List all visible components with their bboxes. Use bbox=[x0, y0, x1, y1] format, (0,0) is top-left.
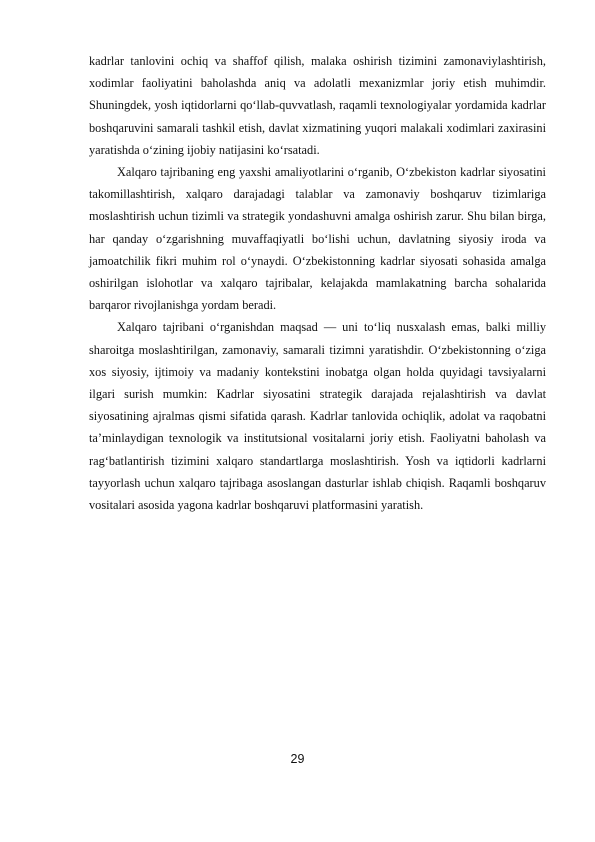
body-text bbox=[89, 50, 546, 516]
paragraph-recommendations: Xalqaro tajribani o‘rganishdan maqsad — uni to‘liq nusxalash emas, balki milliy sharoitga moslashtirilgan, zamonaviy, samarali tizimni yaratishdir. O‘zbekistonning o‘ziga xos siyosiy, ijtimoiy va madaniy kontekstini inobatga olgan holda quyidagi tavsiyalarni ilgari surish mumkin: Kadrlar siyosatini strategik darajada rejalashtirish va davlat siyosatining ajralmas qismi sifatida qarash. Kadrlar tanlovida ochiqlik, adolat va raqobatni ta’minlaydigan texnologik va institutsional vositalarni joriy etish. Faoliyatni baholash va rag‘batlantirish tizimini xalqaro standartlarga moslashtirish. Yosh va iqtidorli kadrlarni tayyorlash uchun xalqaro tajribaga asoslangan dasturlar ishlab chiqish. Raqamli boshqaruv vositalari asosida yagona kadrlar boshqaruvi platformasini yaratish. bbox=[89, 320, 546, 513]
paragraph-continuation: kadrlar tanlovini ochiq va shaffof qilish, malaka oshirish tizimini zamonaviylashtirish, xodimlar faoliyatini baholashda aniq va adolatli mexanizmlar joriy etish muhimdir. Shuningdek, yosh iqtidorlarni qo‘llab-quvvatlash, raqamli texnologiyalar yordamida kadrlar boshqaruvini samarali tashkil etish, davlat xizmatining yuqori malakali xodimlari zaxirasini yaratishda o‘zining ijobiy natijasini ko‘rsatadi. bbox=[89, 54, 546, 157]
page-number: 29 bbox=[290, 752, 305, 766]
paragraph-international-practice: Xalqaro tajribaning eng yaxshi amaliyotlarini o‘rganib, O‘zbekiston kadrlar siyosatini takomillashtirish, xalqaro darajadagi talablar va zamonaviy boshqaruv tizimlariga moslashtirish uchun tizimli va strategik yondashuvni amalga oshirish zarur. Shu bilan birga, har qanday o‘zgarishning muvaffaqiyatli bo‘lishi uchun, davlatning siyosiy iroda va jamoatchilik fikri muhim rol o‘ynaydi. O‘zbekistonning kadrlar siyosati sohasida amalga oshirilgan islohotlar va xalqaro tajribalar, kelajakda mamlakatning barcha sohalarida barqaror rivojlanishga yordam beradi. bbox=[89, 165, 546, 313]
